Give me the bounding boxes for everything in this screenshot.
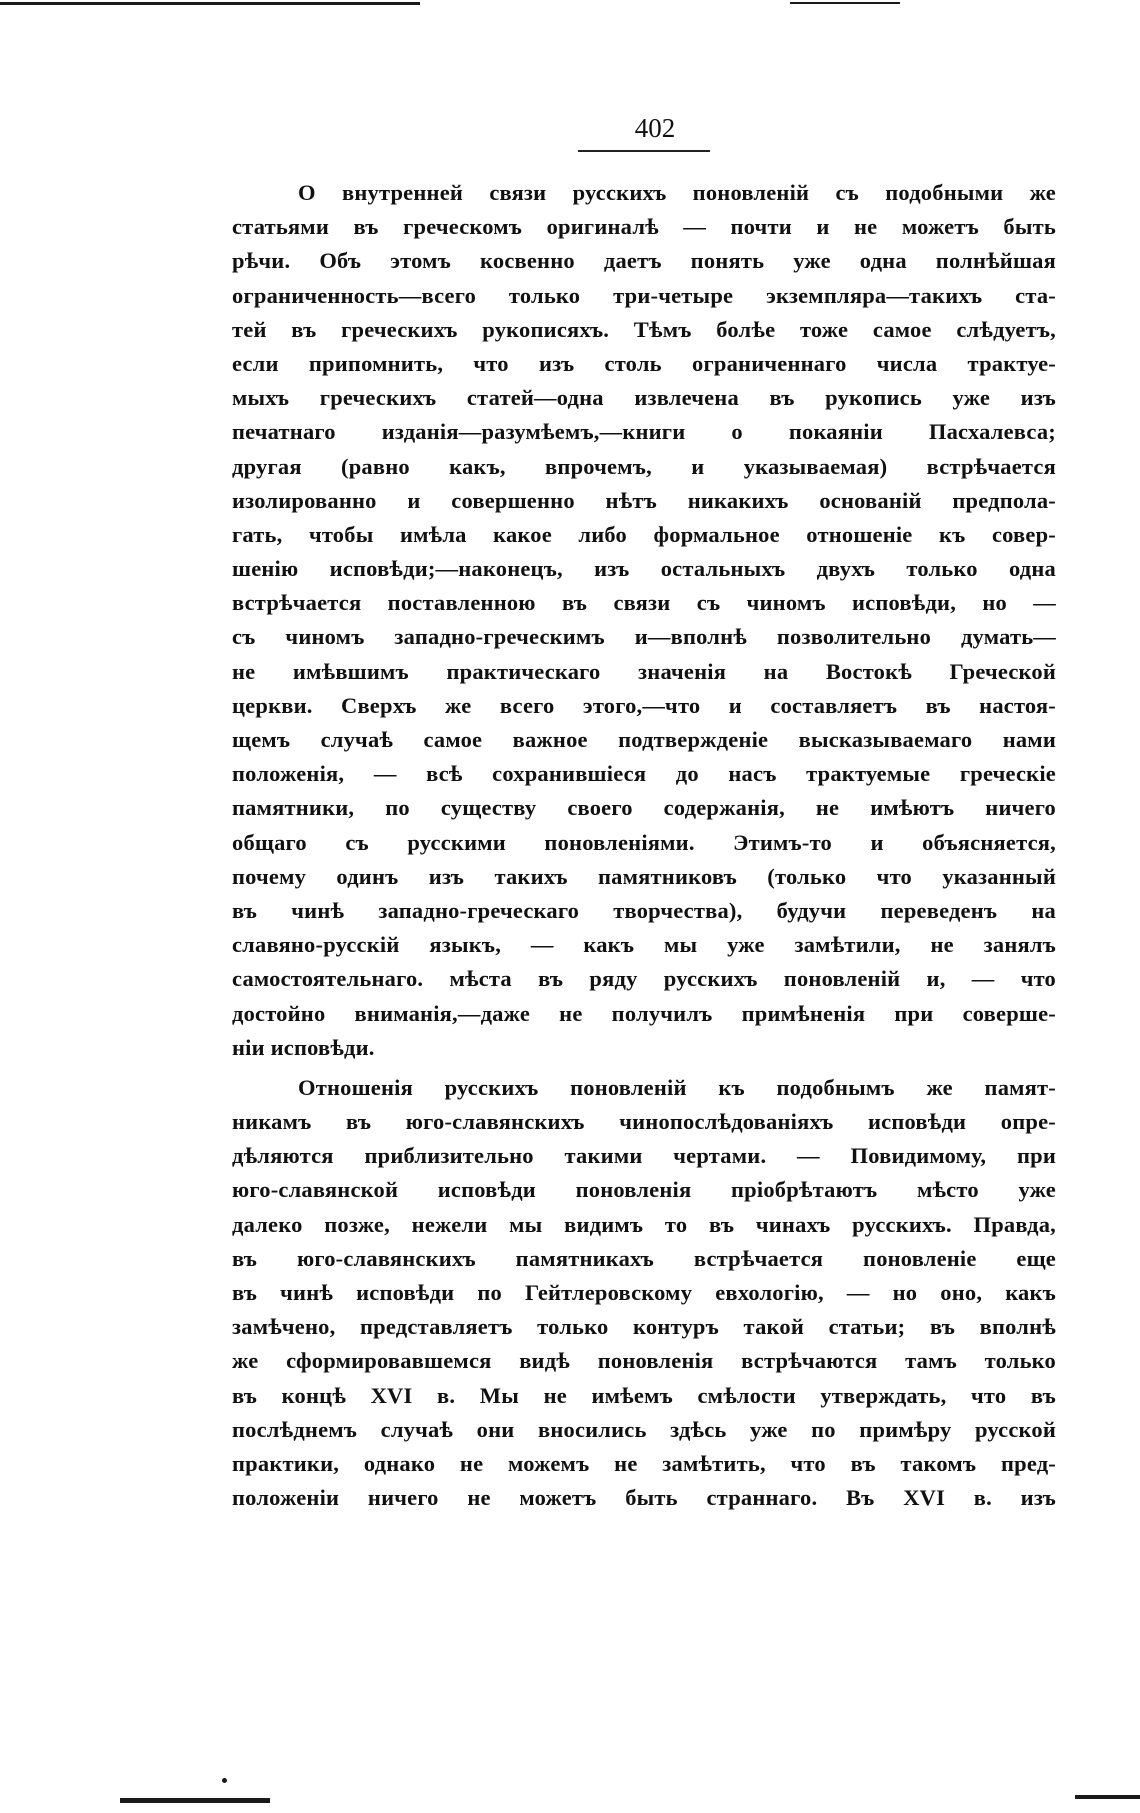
paragraph-1 [232, 176, 1056, 1065]
scan-edge-mark-bottom-left [120, 1798, 270, 1803]
text-line: самостоятельнаго. мѣста въ ряду русскихъ поновленiй и, — что [232, 966, 1056, 992]
text-line: Отношенiя русскихъ поновленiй къ подобнымъ же памят- [298, 1074, 1056, 1100]
text-line: если припомнить, что изъ столь ограниченнаго числа трактуе- [232, 350, 1056, 376]
text-line: въ концѣ XVI в. Мы не имѣемъ смѣлости утверждать, что въ [232, 1382, 1056, 1408]
text-line: памятники, по существу своего содержанiя, не имѣютъ ничего [232, 795, 1056, 821]
text-line: далеко позже, нежели мы видимъ то въ чинахъ русскихъ. Правда, [232, 1211, 1056, 1237]
page-number: 402 [634, 113, 676, 143]
scan-edge-mark-top-left [0, 2, 420, 5]
text-line: ограниченность—всего только три-четыре экземпляра—такихъ ста- [232, 282, 1056, 308]
text-line: съ чиномъ западно-греческимъ и—вполнѣ позволительно думать— [232, 624, 1056, 650]
text-line: положенiи ничего не можетъ быть страннаго. Въ XVI в. изъ [232, 1485, 1056, 1511]
text-line: статьями въ греческомъ оригиналѣ — почти и не можетъ быть [232, 214, 1056, 240]
text-line: рѣчи. Объ этомъ косвенно даетъ понять уже одна полнѣйшая [232, 248, 1056, 274]
text-line: замѣчено, представляетъ только контуръ такой статьи; въ вполнѣ [232, 1314, 1056, 1340]
text-line: церкви. Сверхъ же всего этого,—что и составляетъ въ настоя- [232, 692, 1056, 718]
body-text [232, 176, 1056, 1515]
text-line: положенiя, — всѣ сохранившiеся до насъ трактуемые греческiе [232, 761, 1056, 787]
text-line: практики, однако не можемъ не замѣтить, что въ такомъ пред- [232, 1450, 1056, 1476]
text-line: юго-славянской исповѣди поновленiя прiобрѣтаютъ мѣсто уже [232, 1177, 1056, 1203]
text-line: щемъ случаѣ самое важное подтвержденiе высказываемаго нами [232, 727, 1056, 752]
text-line: тей въ греческихъ рукописяхъ. Тѣмъ болѣе тоже самое слѣдуетъ, [232, 316, 1056, 342]
text-line: общаго съ русскими поновленiями. Этимъ-то и объясняется, [232, 829, 1056, 855]
text-line: достойно вниманiя,—даже не получилъ примѣненiя при соверше- [232, 1000, 1056, 1026]
text-line: другая (равно какъ, впрочемъ, и указываемая) встрѣчается [232, 453, 1056, 479]
text-line: нiи исповѣди. [232, 1034, 375, 1060]
text-line: печатнаго изданiя—разумѣемъ,—книги о покаянiи Пасхалевса; [232, 419, 1056, 445]
scan-edge-mark-top-right [790, 2, 900, 4]
text-line: никамъ въ юго-славянскихъ чинопослѣдованiяхъ исповѣди опре- [232, 1109, 1056, 1135]
text-line: не имѣвшимъ практическаго значенiя на Востокѣ Греческой [232, 658, 1056, 684]
text-line: шенiю исповѣди;—наконецъ, изъ остальныхъ двухъ только одна [232, 556, 1056, 582]
text-line: въ юго-славянскихъ памятникахъ встрѣчается поновленiе еще [232, 1245, 1056, 1271]
text-line: О внутренней связи русскихъ поновленiй съ подобными же [298, 180, 1056, 205]
scan-edge-mark-bottom-dot [222, 1778, 227, 1783]
text-line: послѣднемъ случаѣ они вносились здѣсь уже по примѣру русской [232, 1416, 1056, 1442]
paragraph-2 [232, 1071, 1056, 1515]
text-line: въ чинѣ исповѣди по Гейтлеровскому евхологiю, — но оно, какъ [232, 1280, 1056, 1305]
text-line: дѣляются приблизительно такими чертами. — Повидимому, при [232, 1143, 1056, 1169]
text-line: гать, чтобы имѣла какое либо формальное отношенiе къ совер- [232, 521, 1056, 547]
scan-edge-mark-bottom-right [1075, 1795, 1140, 1799]
text-line: встрѣчается поставленною въ связи съ чиномъ исповѣди, но — [232, 590, 1056, 616]
text-line: изолированно и совершенно нѣтъ никакихъ основанiй предпола- [232, 487, 1056, 513]
text-line: же сформировавшемся видѣ поновленiя встрѣчаются тамъ только [232, 1348, 1056, 1374]
text-line: мыхъ греческихъ статей—одна извлечена въ рукопись уже изъ [232, 385, 1056, 411]
text-line: почему одинъ изъ такихъ памятниковъ (только что указанный [232, 863, 1056, 889]
text-line: славяно-русскiй языкъ, — какъ мы уже замѣтили, не занялъ [232, 932, 1056, 958]
page-number-rule [578, 150, 710, 152]
text-line: въ чинѣ западно-греческаго творчества), будучи переведенъ на [232, 897, 1056, 923]
